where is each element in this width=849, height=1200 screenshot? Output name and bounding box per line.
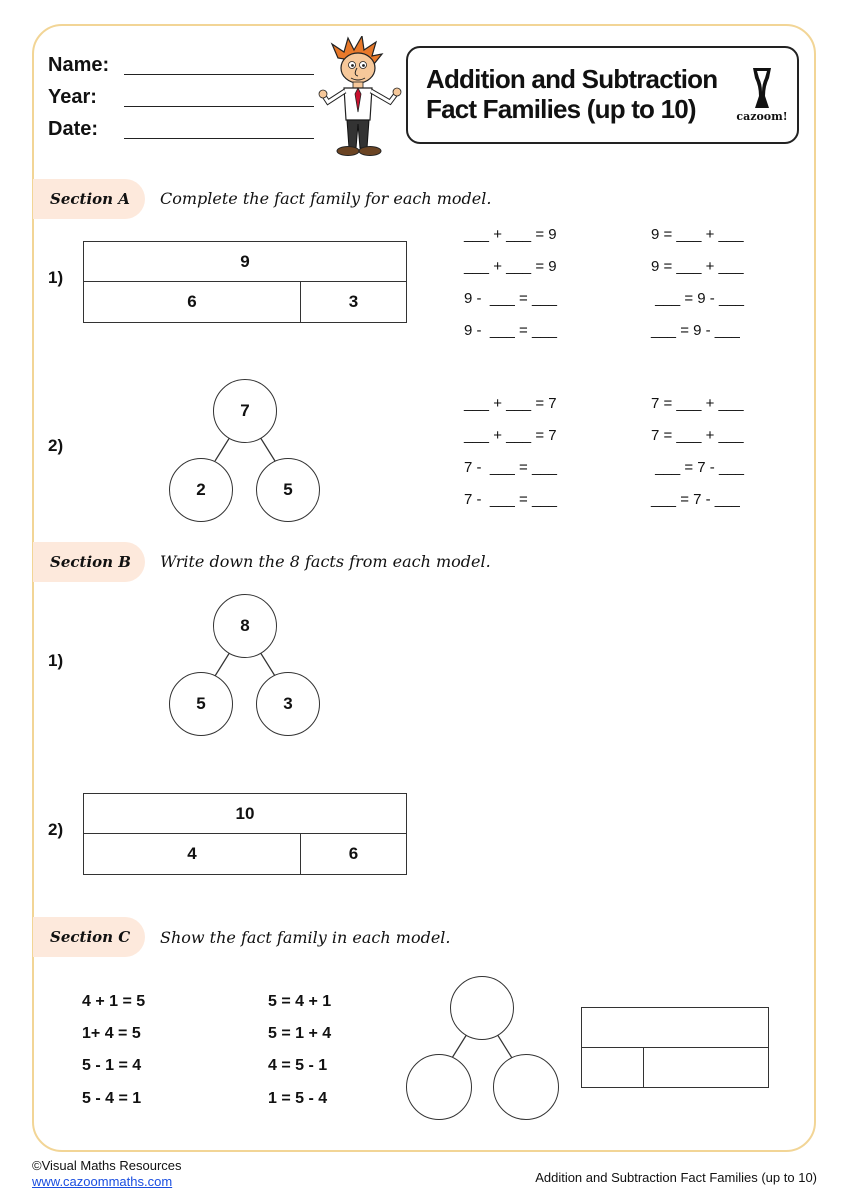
connector-left: [452, 1034, 467, 1058]
section-a-instruction: Complete the fact family for each model.: [160, 189, 492, 208]
section-a-q2-fact-6[interactable]: 7 = ___ + ___: [651, 427, 744, 444]
section-a-q1-fact-5[interactable]: 9 = ___ + ___: [651, 226, 744, 243]
section-a-q1-fact-4[interactable]: 9 - ___ = ___: [464, 322, 557, 339]
section-c-fact-2: 1+ 4 = 5: [82, 1025, 141, 1042]
section-c-part-right-circle[interactable]: [493, 1054, 559, 1120]
date-label: Date:: [48, 118, 99, 140]
year-label: Year:: [48, 86, 97, 108]
section-a-q1-fact-2[interactable]: ___ + ___ = 9: [464, 258, 557, 275]
section-a-q2-fact-2[interactable]: ___ + ___ = 7: [464, 427, 557, 444]
section-c-instruction: Show the fact family in each model.: [160, 928, 451, 947]
section-c-fact-5: 5 = 4 + 1: [268, 993, 332, 1010]
connector-right: [497, 1034, 512, 1058]
section-c-fact-3: 5 - 1 = 4: [82, 1057, 142, 1074]
bar-part-right: 3: [348, 292, 359, 311]
section-a-q2-fact-8[interactable]: ___ = 7 - ___: [651, 491, 740, 508]
section-c-whole-circle[interactable]: [450, 976, 514, 1040]
section-b-q1-part-right-circle: 3: [256, 672, 320, 736]
section-a-q2-fact-5[interactable]: 7 = ___ + ___: [651, 395, 744, 412]
name-label: Name:: [48, 54, 110, 76]
bar-whole: 9: [84, 242, 406, 282]
bar-whole[interactable]: [582, 1008, 768, 1048]
bar-part-left[interactable]: [582, 1048, 644, 1088]
section-a-q1-fact-7[interactable]: ___ = 9 - ___: [651, 290, 744, 307]
section-a-q2-part-right-circle: 5: [256, 458, 320, 522]
section-a-q1-fact-1[interactable]: ___ + ___ = 9: [464, 226, 557, 243]
section-a-q1-fact-3[interactable]: 9 - ___ = ___: [464, 290, 557, 307]
title-line-1: Addition and Subtraction: [426, 64, 718, 94]
section-a-q1-fact-8[interactable]: ___ = 9 - ___: [651, 322, 740, 339]
section-b-q1-whole-circle: 8: [213, 594, 277, 658]
section-a-q2-number: 2): [48, 436, 64, 455]
section-a-tab: Section A: [33, 179, 145, 219]
section-c-fact-8: 1 = 5 - 4: [268, 1090, 328, 1107]
bar-part-right: 6: [348, 844, 359, 863]
section-a-q2-fact-3[interactable]: 7 - ___ = ___: [464, 459, 557, 476]
section-c-tab: Section C: [33, 917, 145, 957]
bar-part-left: 6: [84, 282, 301, 322]
section-a-q2-fact-4[interactable]: 7 - ___ = ___: [464, 491, 557, 508]
bar-part-right[interactable]: [642, 1048, 768, 1088]
footer-copyright: ©Visual Maths Resources: [32, 1158, 182, 1173]
section-a-q2-fact-1[interactable]: ___ + ___ = 7: [464, 395, 557, 412]
section-a-q1-number: 1): [48, 268, 64, 287]
section-b-tab: Section B: [33, 542, 145, 582]
section-c-bar-model: [581, 1007, 769, 1088]
bar-part-left: 4: [84, 834, 301, 874]
section-b-q1-part-left-circle: 5: [169, 672, 233, 736]
footer-website-link[interactable]: www.cazoommaths.com: [32, 1174, 173, 1189]
section-c-fact-4: 5 - 4 = 1: [82, 1090, 142, 1107]
section-c-fact-7: 4 = 5 - 1: [268, 1057, 328, 1074]
bar-whole: 10: [84, 794, 406, 834]
section-a-q2-whole-circle: 7: [213, 379, 277, 443]
section-c-part-left-circle[interactable]: [406, 1054, 472, 1120]
section-b-q1-number: 1): [48, 651, 64, 670]
title-line-2: Fact Families (up to 10): [426, 94, 696, 124]
section-a-q2-part-left-circle: 2: [169, 458, 233, 522]
section-a-q2-fact-7[interactable]: ___ = 7 - ___: [651, 459, 744, 476]
footer-title: Addition and Subtraction Fact Families (up to 10): [535, 1170, 817, 1185]
section-c-fact-1: 4 + 1 = 5: [82, 993, 146, 1010]
section-c-fact-6: 5 = 1 + 4: [268, 1025, 332, 1042]
section-b-q2-number: 2): [48, 820, 64, 839]
section-a-q1-fact-6[interactable]: 9 = ___ + ___: [651, 258, 744, 275]
logo-text: cazoom!: [736, 110, 788, 123]
footer-left: [32, 1158, 182, 1190]
section-b-instruction: Write down the 8 facts from each model.: [160, 552, 491, 571]
